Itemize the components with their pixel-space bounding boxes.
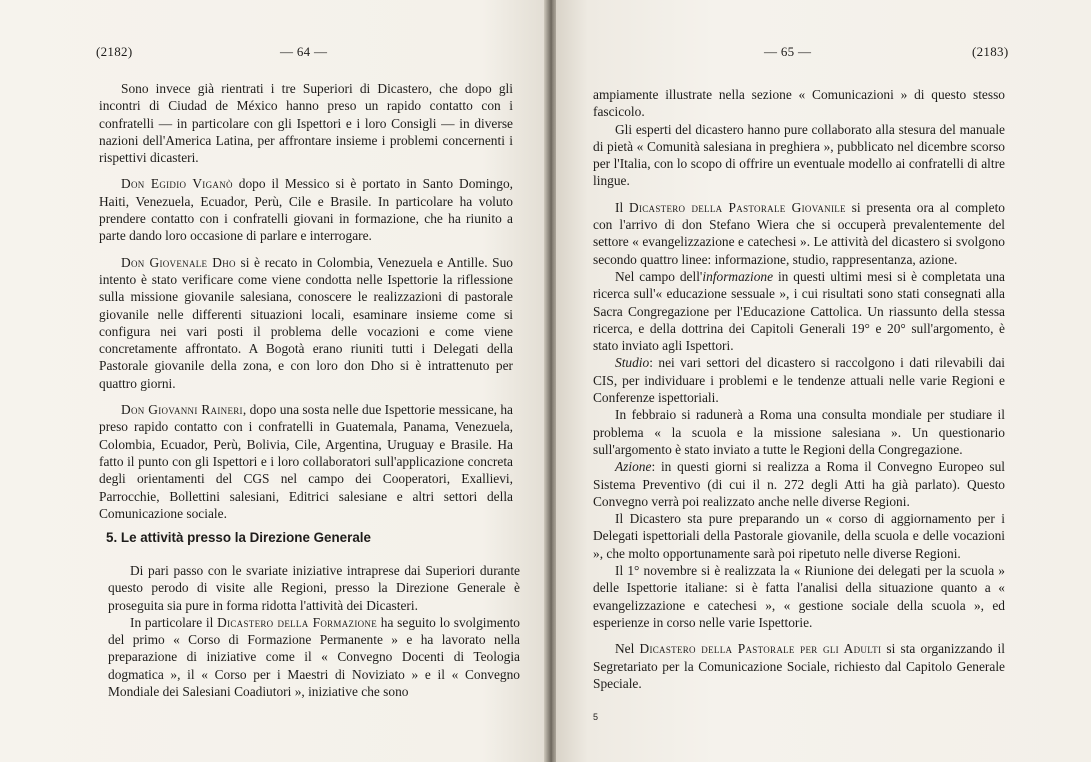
page-number-right: — 65 —: [764, 44, 812, 59]
page-code-right: (2183): [972, 44, 1009, 59]
left-body-bottom: [108, 562, 520, 700]
section-heading: 5. Le attività presso la Direzione Generale: [106, 530, 371, 545]
left-paragraph-3: Don Giovenale Dho si è recato in Colombia, Venezuela e Antille. Suo intento è stato verificare come viene condotta nelle Ispettorie la riflessione sulla missione giovanile salesiana, conoscere le realizzazioni di pastorale giovanile nelle differenti situazioni locali, esaminare insieme come si configura nei vari posti il problema delle vocazioni e come viene concretamente affrontato. A Bogotà erano riuniti tutti i Delegati della Pastorale giovanile della zona, e con loro don Dho si è intrattenuto per quattro giorni.: [99, 254, 514, 391]
name-dicastero-pastorale-giovanile: Dicastero della Pastorale Giovanile: [628, 199, 846, 215]
name-dho: Don Giovenale Dho: [121, 254, 236, 270]
right-paragraph-5: Studio: nei vari settori del dicastero si raccolgono i dati rilevabili dai CIS, per individuare i problemi e le tendenze attuali nelle varie Regioni e Conferenze ispettoriali.: [593, 355, 1005, 406]
page-code-left: (2182): [96, 44, 133, 59]
right-body: [593, 86, 1005, 692]
name-dicastero-formazione: Dicastero della Formazione: [217, 614, 378, 630]
name-raineri: Don Giovanni Raineri: [121, 402, 243, 418]
right-paragraph-2: Gli esperti del dicastero hanno pure collaborato alla stesura del manuale di pietà « Comunità salesiana in preghiera », pubblicato nel dicembre scorso per l'Italia, con lo scopo di offrire un eventuale modello ai confratelli di altre lingue.: [593, 121, 1005, 189]
right-paragraph-10: Nel Dicastero della Pastorale per gli Adulti si sta organizzando il Segretariato per la Comunicazione Sociale, richiesto dal Capitolo Generale Speciale.: [593, 641, 1005, 691]
signature-mark: 5: [593, 712, 599, 722]
left-paragraph-5: Di pari passo con le svariate iniziative intraprese dai Superiori durante questo perodo di visite alle Regioni, presso la Direzione Generale è proseguita sia pure in forma ridotta l'attività dei Dicasteri.: [108, 563, 520, 613]
page-number-left: — 64 —: [280, 44, 328, 59]
right-paragraph-6: In febbraio si radunerà a Roma una consulta mondiale per studiare il problema « la scuola e la missione salesiana ». Un questionario sull'argomento è stato inviato a tutte le Regioni della Congregazione.: [593, 407, 1005, 457]
left-paragraph-6: In particolare il Dicastero della Formazione ha seguito lo svolgimento del primo « Corso di Formazione Permanente » e ha lavorato nella preparazione di iniziative come il « Convegno Docenti di Teologia dogmatica », il « Corso per i Maestri di Noviziato » e il « Convegno Mondiale dei Salesiani Coadiutori », iniziative che sono: [108, 614, 520, 700]
right-paragraph-4: Nel campo dell'informazione in questi ultimi mesi si è completata una ricerca sull'« educazione sessuale », i cui risultati sono stati consegnati alla Sacra Congregazione per l'Educazione Cattolica. Un riassunto della stessa ricerca, e della dottrina dei Capitoli Generali 19° e 20° sull'argomento, è stato inviato agli Ispettori.: [593, 268, 1005, 354]
right-paragraph-3: Il Dicastero della Pastorale Giovanile si presenta ora al completo con l'arrivo di don Stefano Wiera che si occuperà prevalentemente del settore « evangelizzazione e catechesi ». Le attività del dicastero si svolgono secondo quattro linee: informazione, studio, rappresentanza, azione.: [593, 199, 1005, 267]
left-paragraph-1: Sono invece già rientrati i tre Superiori di Dicastero, che dopo gli incontri di Ciudad de México hanno preso un rapido contatto con i confratelli — in particolare con gli Ispettori e i loro Consigli — in diverse nazioni dell'America Latina, per affrontare insieme i problemi concernenti i rispettivi dicasteri.: [99, 81, 513, 166]
right-page: [556, 0, 1091, 762]
right-paragraph-8: Il Dicastero sta pure preparando un « corso di aggiornamento per i Delegati ispettoriali della Pastorale giovanile, della scuola e delle vocazioni », che molto opportunamente sarà poi ripetuto nelle diverse Regioni.: [593, 511, 1005, 561]
right-paragraph-9: Il 1° novembre si è realizzata la « Riunione dei delegati per la scuola » delle Ispettorie italiane: si è fatta l'analisi della situazione quanto a « evangelizzazione e catechesi », « gestione sociale della scuola », ed esperienze in corso nelle varie Ispettorie.: [593, 563, 1005, 630]
left-body-top: [99, 80, 513, 522]
name-dicastero-pastorale-adulti: Dicastero della Pastorale per gli Adulti: [639, 641, 882, 657]
left-paragraph-4: Don Giovanni Raineri, dopo una sosta nelle due Ispettorie messicane, ha preso rapido contatto con i confratelli in Guatemala, Panama, Venezuela, Colombia, Ecuador, Perù, Bolivia, Cile, Argentina, Uruguay e Brasile. Ha fatto il punto con gli Ispettori e i loro collaboratori sull'applicazione concreta degli orientamenti del CGS nel campo dei Cooperatori, Exallievi, Parrocchie, Bollettini salesiani, Editrici salesiane e altri settori della Comunicazione sociale.: [99, 402, 513, 521]
left-paragraph-2: Don Egidio Viganò dopo il Messico si è portato in Santo Domingo, Haiti, Venezuela, Ecuador, Perù, Cile e Brasile. In particolare ha voluto prendere contatto con i confratelli giovani in formazione, che ha riunito a parte dando loro occasione di parlare e interrogare.: [99, 176, 513, 244]
right-paragraph-7: Azione: in questi giorni si realizza a Roma il Convegno Europeo sul Sistema Preventivo (di cui il n. 272 degli Atti ha già parlato). Questo Convegno verrà poi realizzato anche nelle diverse Regioni.: [593, 459, 1005, 509]
name-vigano: Don Egidio Viganò: [121, 176, 233, 192]
right-paragraph-1: ampiamente illustrate nella sezione « Comunicazioni » di questo stesso fascicolo.: [593, 87, 1005, 120]
